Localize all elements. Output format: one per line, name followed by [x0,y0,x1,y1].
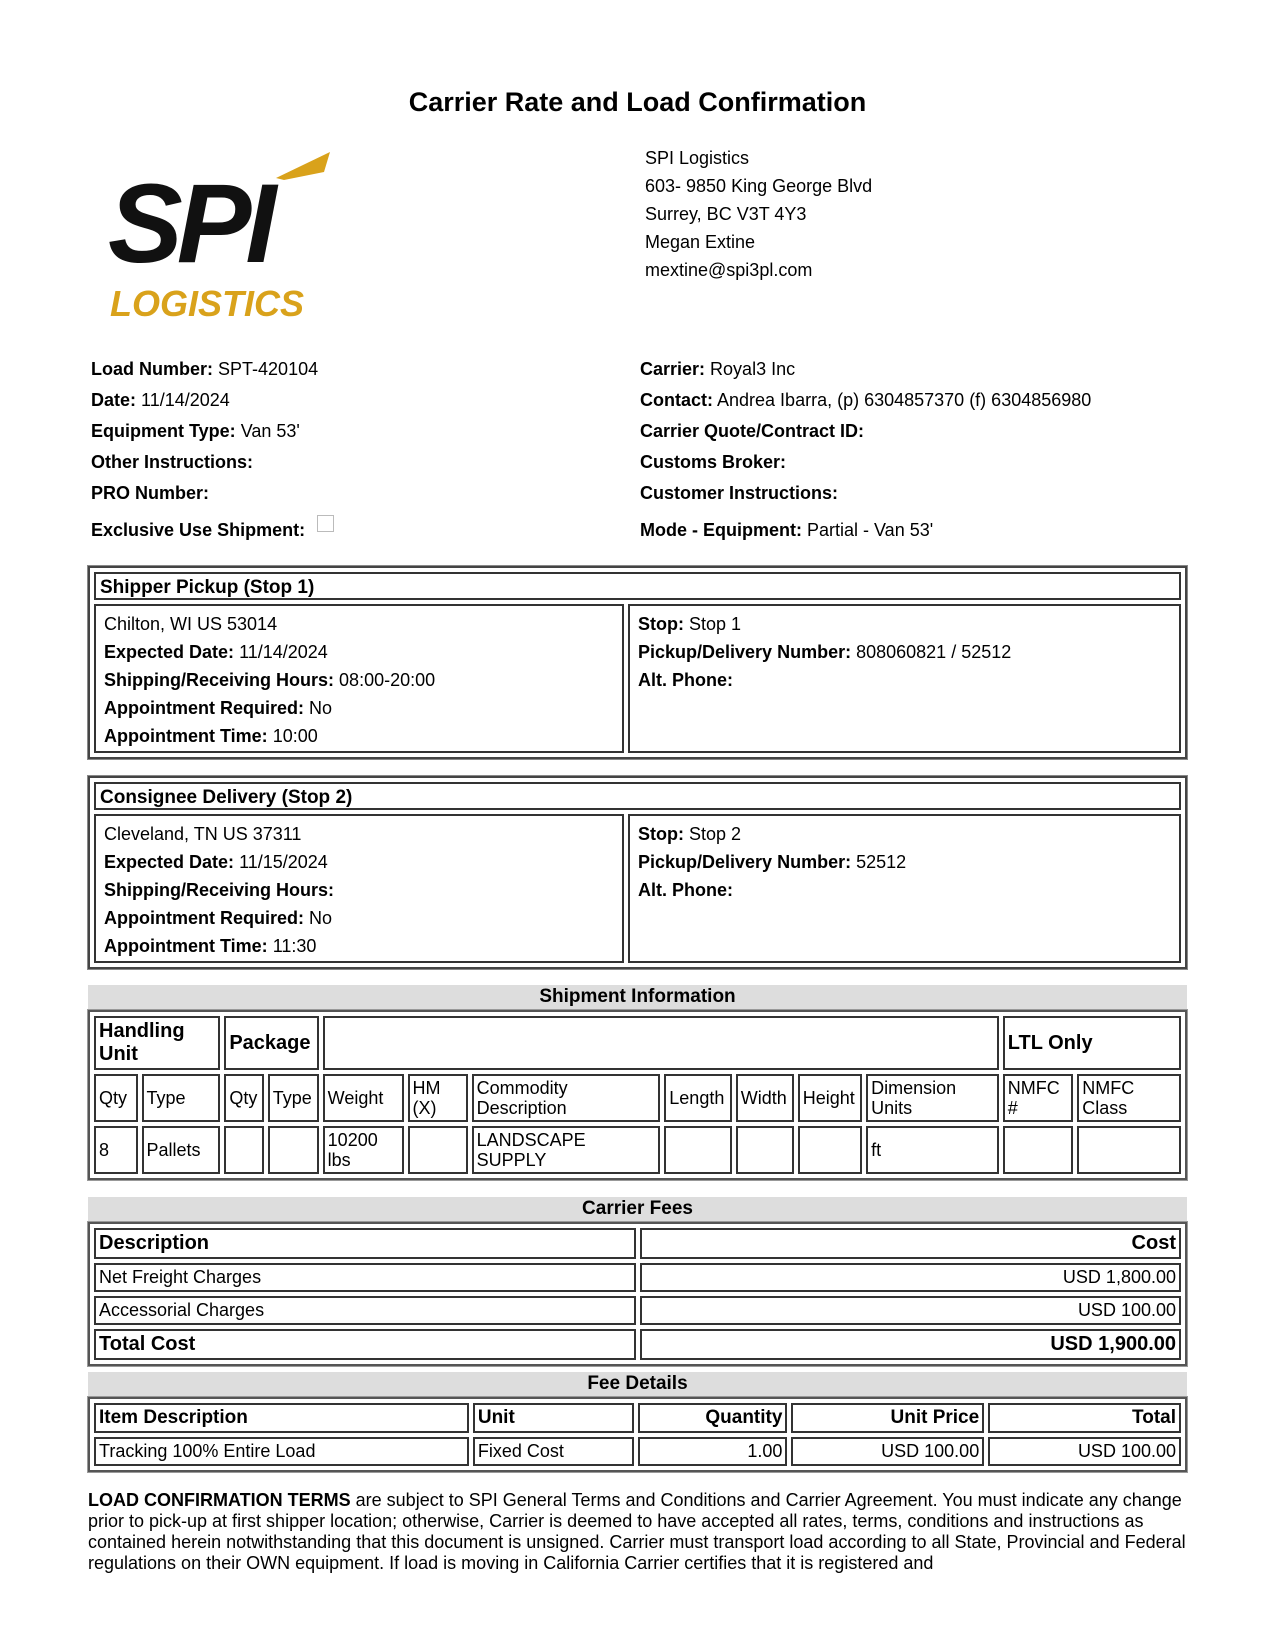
shipment-column-header-row [94,1074,1181,1122]
shipment-column-header: Commodity Description [472,1074,661,1122]
stop1-stop: Stop 1 [689,614,742,634]
mode-row: Mode - Equipment: Partial - Van 53' [640,520,934,540]
stop1-numbers: Stop: Stop 1 Pickup/Delivery Number: 808060821 / 52512 Alt. Phone: [628,604,1181,753]
table-row [94,1296,1181,1325]
load-date: 11/14/2024 [141,390,230,410]
total-row [94,1329,1181,1360]
stop1-location: Chilton, WI US 53014 [104,614,278,634]
shipment-column-header: Weight [323,1074,404,1122]
stop2-pd-number: 52512 [856,852,907,872]
carrier-row: Carrier: Royal3 Inc [640,359,796,379]
stop1-expected-date: 11/14/2024 [239,642,328,662]
shipment-cell [798,1126,862,1174]
shipment-column-header: NMFC Class [1077,1074,1181,1122]
stop2-numbers: Stop: Stop 2 Pickup/Delivery Number: 52512 Alt. Phone: [628,814,1181,963]
terms-lead: LOAD CONFIRMATION TERMS [88,1490,351,1510]
shipment-column-header: Height [798,1074,862,1122]
table-row [94,1437,1181,1466]
fees-header-row [94,1228,1181,1259]
customs-broker-row: Customs Broker: [640,452,787,472]
stop2-appt-required: No [309,908,333,928]
shipment-cell [664,1126,731,1174]
item-total: USD 100.00 [988,1437,1181,1466]
shipment-column-header: Qty [94,1074,138,1122]
shipment-cell: 10200 lbs [323,1126,404,1174]
carrier-fees-title: Carrier Fees [88,1197,1187,1221]
company-address-line1: 603- 9850 King George Blvd [645,176,873,196]
fee-cost: USD 1,800.00 [640,1263,1182,1292]
exclusive-use-row: Exclusive Use Shipment: [91,515,334,546]
fee-details-header-row [94,1403,1181,1433]
consignee-delivery-box [88,776,1187,969]
shipment-cell: Pallets [142,1126,221,1174]
carrier-fees-table-wrap [88,1222,1187,1366]
company-contact: Megan Extine [645,232,756,252]
load-number-row: Load Number: SPT-420104 [91,359,319,379]
package-header: Package [224,1016,318,1070]
item-description: Tracking 100% Entire Load [94,1437,469,1466]
pro-number-row: PRO Number: [91,483,210,503]
total-cost-value: USD 1,900.00 [640,1329,1182,1360]
company-name: SPI Logistics [645,148,750,168]
ltl-only-header: LTL Only [1003,1016,1181,1070]
shipment-cell [224,1126,263,1174]
date-row: Date: 11/14/2024 [91,390,230,410]
stop2-appt-time: 11:30 [272,936,317,956]
stop1-pd-number: 808060821 / 52512 [856,642,1012,662]
stop1-hours: 08:00-20:00 [339,670,436,690]
shipment-cell [408,1126,468,1174]
shipment-info-table [90,1012,1185,1178]
carrier-fees-table [90,1224,1185,1364]
fee-details-table [90,1399,1185,1470]
contact-row: Contact: Andrea Ibarra, (p) 6304857370 (f) 6304856980 [640,390,1092,410]
stop1-header: Shipper Pickup (Stop 1) [94,572,1181,600]
stop2-header: Consignee Delivery (Stop 2) [94,782,1181,810]
fee-cost: USD 100.00 [640,1296,1182,1325]
stop2-details: Cleveland, TN US 37311 Expected Date: 11/15/2024 Shipping/Receiving Hours: Appointment Required: No Appointment Time: 11:30 [94,814,624,963]
spi-logistics-logo [108,150,348,325]
shipment-cell [1077,1126,1181,1174]
carrier-info [640,354,1091,546]
shipment-column-header: Qty [224,1074,263,1122]
total-header: Total [988,1403,1181,1433]
company-address [645,144,872,284]
unit-price-header: Unit Price [791,1403,984,1433]
table-row [94,1126,1181,1174]
fees-cost-header: Cost [640,1228,1182,1259]
total-cost-label: Total Cost [94,1329,636,1360]
carrier-name: Royal3 Inc [710,359,796,379]
shipper-pickup-box [88,566,1187,759]
shipment-column-header: Width [736,1074,794,1122]
company-email: mextine@spi3pl.com [645,260,813,280]
stop2-location: Cleveland, TN US 37311 [104,824,302,844]
load-info [91,354,334,546]
shipment-column-header: Dimension Units [866,1074,999,1122]
shipment-cell: ft [866,1126,999,1174]
fee-description: Net Freight Charges [94,1263,636,1292]
stop1-appt-time: 10:00 [272,726,318,746]
fee-details-title: Fee Details [88,1372,1187,1396]
table-row [94,1263,1181,1292]
shipment-cell: 8 [94,1126,138,1174]
company-address-line2: Surrey, BC V3T 4Y3 [645,204,807,224]
shipment-cell: LANDSCAPE SUPPLY [472,1126,661,1174]
other-instructions-row: Other Instructions: [91,452,254,472]
carrier-contact: Andrea Ibarra, (p) 6304857370 (f) 6304856980 [717,390,1092,410]
fee-description: Accessorial Charges [94,1296,636,1325]
item-unit-price: USD 100.00 [791,1437,984,1466]
load-confirmation-terms [88,1490,1188,1574]
item-unit: Fixed Cost [473,1437,634,1466]
exclusive-use-checkbox[interactable] [317,515,334,532]
stop1-details: Chilton, WI US 53014 Expected Date: 11/14/2024 Shipping/Receiving Hours: 08:00-20:00 Appointment Required: No Appointment Time: 10:00 [94,604,624,753]
logo-word-spi: SPI [108,161,271,286]
load-number: SPT-420104 [218,359,319,379]
page-title: Carrier Rate and Load Confirmation [408,87,867,117]
shipment-column-header: NMFC # [1003,1074,1073,1122]
logo-word-logistics: LOGISTICS [110,283,305,324]
customer-instructions-row: Customer Instructions: [640,483,839,503]
quote-row: Carrier Quote/Contract ID: [640,421,865,441]
terms-body: are subject to SPI General Terms and Conditions and Carrier Agreement. You must indicate any change prior to pick-up at first shipper location; otherwise, Carrier is deemed to have accepted all rates, terms, conditions and instructions as contained herein notwithstanding that this document is unsigned. Carrier must transport load according to all State, Provincial and Federal regulations on their OWN equipment. If load is moving in California Carrier certifies that it is registered and [88,1490,1186,1573]
shipment-cell [1003,1126,1073,1174]
shipment-column-header: Type [268,1074,319,1122]
quantity-header: Quantity [638,1403,788,1433]
stop1-appt-required: No [309,698,333,718]
mode-equipment: Partial - Van 53' [807,520,934,540]
item-quantity: 1.00 [638,1437,788,1466]
unit-header: Unit [473,1403,634,1433]
fee-details-table-wrap [88,1397,1187,1472]
shipment-column-header: Type [142,1074,221,1122]
stop2-expected-date: 11/15/2024 [239,852,328,872]
shipment-info-table-wrap [88,1010,1187,1180]
item-description-header: Item Description [94,1403,469,1433]
shipment-cell [268,1126,319,1174]
equipment-type: Van 53' [240,421,300,441]
shipment-column-header: Length [664,1074,731,1122]
fees-description-header: Description [94,1228,636,1259]
stop2-stop: Stop 2 [689,824,742,844]
handling-unit-header: Handling Unit [94,1016,220,1070]
shipment-info-title: Shipment Information [88,985,1187,1009]
logo-accent-swoosh [276,152,330,180]
shipment-column-header: HM (X) [408,1074,468,1122]
shipment-cell [736,1126,794,1174]
equipment-row: Equipment Type: Van 53' [91,421,300,441]
shipment-group-header-row [94,1016,1181,1070]
